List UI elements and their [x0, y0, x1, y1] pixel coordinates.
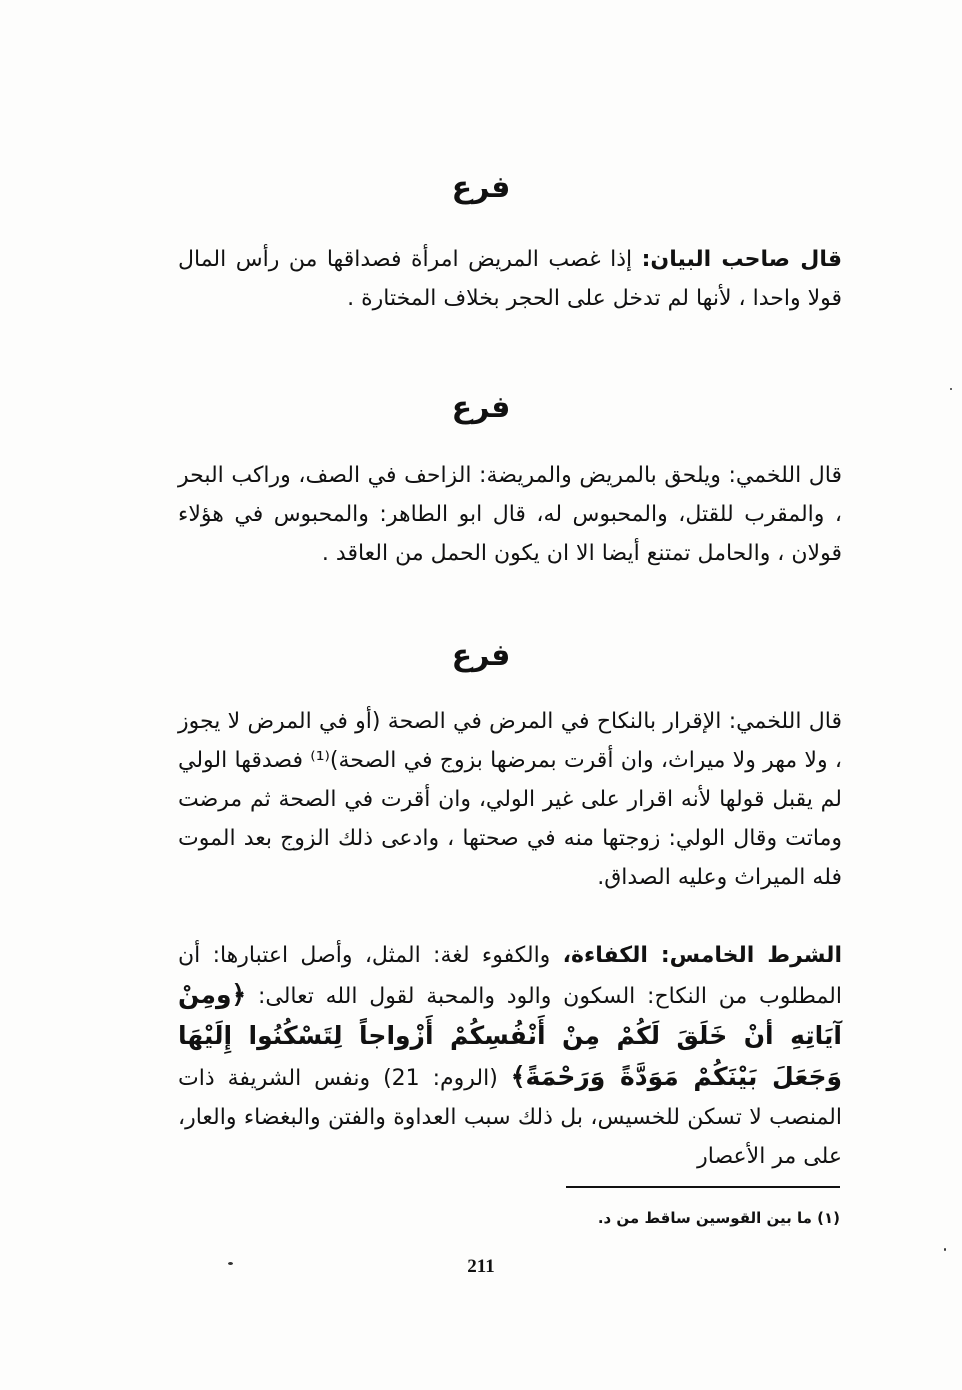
- scan-speck: [228, 1262, 233, 1265]
- condition-lead: الشرط الخامس: الكفاءة،: [562, 943, 842, 968]
- condition-paragraph: [178, 936, 842, 1176]
- scan-speck: [944, 1248, 946, 1251]
- quran-verse: ﴿ومِنْ آيَاتِهِ أنْ خَلَقَ لَكُمْ مِنْ أَنْفُسِكُمْ أَزْواجاً لِتَسْكُنُوا إِلَيْهَا وَجَعَلَ بَيْنَكُمْ مَوَدَّةً وَرَحْمَةً﴾: [178, 980, 843, 1091]
- section-paragraph-1: [178, 240, 842, 318]
- page-number: 211: [467, 1256, 495, 1277]
- section-text-2: قال اللخمي: ويلحق بالمريض والمريضة: الزاحف في الصف، وراكب البحر ، والمقرب للقتل، والمحبوس له، قال ابو الطاهر: والمحبوس في هؤلاء قولان ، والحامل تمتنع أيضا الا ان يكون الحمل من العاقد .: [178, 463, 842, 566]
- section-text-1: إذا غصب المريض امرأة فصداقها من رأس المال قولا واحدا ، لأنها لم تدخل على الحجر بخلاف المختارة .: [178, 247, 842, 311]
- section-lead-1: قال صاحب البيان:: [641, 247, 842, 272]
- section-paragraph-2: [178, 456, 842, 573]
- section-paragraph-3: [178, 702, 842, 897]
- section-heading-3: فرع: [451, 638, 511, 673]
- section-heading-2: فرع: [451, 390, 511, 425]
- footnote-divider: [566, 1186, 840, 1188]
- footnote: (١) ما بين القوسين ساقط من د.: [597, 1209, 840, 1227]
- condition-text-after: (الروم: 21) ونفس الشريفة ذات المنصب لا تسكن للخسيس، بل ذلك سبب العداوة والفتن والبغضاء والعار، على مر الأعصار: [178, 1066, 842, 1169]
- condition-text-before: والكفوء لغة: المثل، وأصل اعتبارها: أن المطلوب من النكاح: السكون والود والمحبة لقول الله تعالى:: [178, 943, 842, 1009]
- section-text-3: قال اللخمي: الإقرار بالنكاح في المرض في الصحة (أو في المرض لا يجوز ، ولا مهر ولا ميراث، وان أقرت بمرضها بزوج في الصحة)⁽¹⁾ فصدقها الولي لم يقبل قولها لأنه اقرار على غير الولي، وان أقرت في الصحة ثم مرضت وماتت وقال الولي: زوجتها منه في صحتها ، وادعى ذلك الزوج بعد الموت فله الميراث وعليه الصداق.: [178, 709, 842, 890]
- section-heading-1: فرع: [451, 170, 511, 205]
- scan-speck: [950, 388, 952, 390]
